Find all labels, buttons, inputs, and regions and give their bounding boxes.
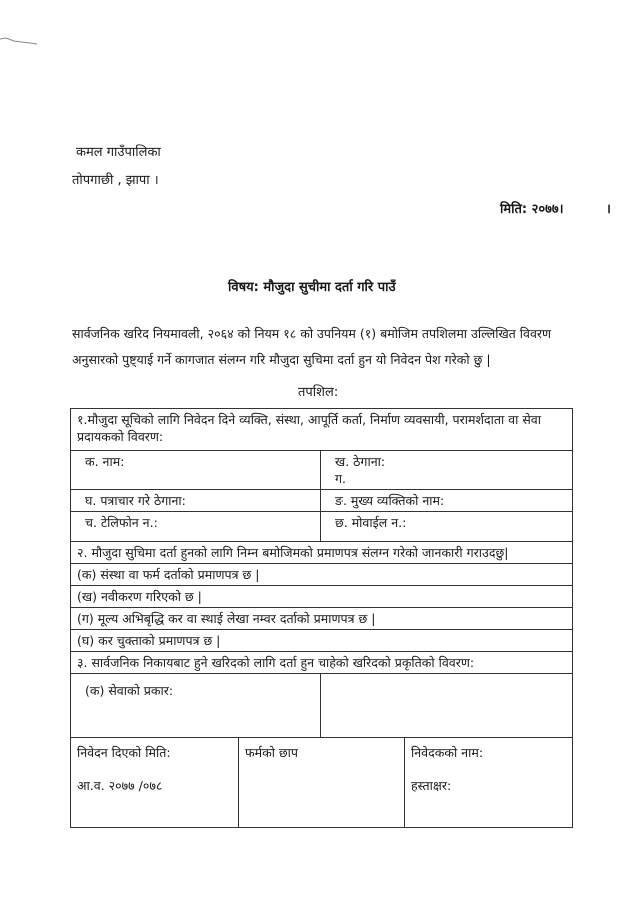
cert-item[interactable]: (घ) कर चुक्ताको प्रमाणपत्र छ | <box>71 630 573 652</box>
applicant-name-label: निवेदकको नाम: <box>411 745 484 760</box>
mailing-address-field[interactable] <box>71 490 321 512</box>
applicant-cell[interactable] <box>405 738 573 828</box>
address-label: ख. ठेगाना: <box>335 454 386 469</box>
firm-stamp-cell[interactable] <box>239 738 405 828</box>
firm-stamp-label: फर्मको छाप <box>245 745 299 760</box>
application-date-cell[interactable] <box>71 738 239 828</box>
body-line-1: सार्वजनिक खरिद नियमावली, २०६४ को नियम १८ को उपनियम (१) बमोजिम तपशिलमा उल्लिखित विवरण <box>72 326 552 341</box>
application-form-table <box>70 408 573 828</box>
subject-line: विषय: मौजुदा सुचीमा दर्ता गरि पाउँ <box>228 280 396 295</box>
service-type-label: (क) सेवाको प्रकार: <box>85 683 174 698</box>
scan-mark <box>0 36 38 46</box>
cert-item[interactable]: (क) संस्था वा फर्म दर्ताको प्रमाणपत्र छ | <box>71 564 573 586</box>
body-line-2: अनुसारको पुष्ट्याई गर्ने कागजात संलग्न गरि मौजुदा सुचिमा दर्ता हुन यो निवेदन पेश गरेको छु | <box>72 352 491 367</box>
date-label: मिति: २०७७। <box>500 202 564 217</box>
chief-person-field[interactable] <box>321 490 573 512</box>
mobile-field[interactable] <box>321 512 573 542</box>
chief-person-label: ङ. मुख्य व्यक्तिको नाम: <box>335 493 445 508</box>
section-1-title: १.मौजुदा सूचिको लागि निवेदन दिने व्यक्ति, संस्था, आपूर्ति कर्ता, निर्माण व्यवसायी, परामर्शदाता वा सेवा प्रदायकको विवरण: <box>71 409 573 451</box>
name-label: क. नाम: <box>85 454 125 469</box>
date-end-mark: । <box>606 202 611 217</box>
service-type-field[interactable] <box>71 674 321 738</box>
cert-item[interactable]: (ग) मूल्य अभिबृद्धि कर वा स्थाई लेखा नम्वर दर्ताको प्रमाणपत्र छ | <box>71 608 573 630</box>
fiscal-year-value: आ.व. २०७७ /०७८ <box>77 778 163 793</box>
address-field[interactable] <box>321 451 573 490</box>
mailing-address-label: घ. पत्राचार गरे ठेगाना: <box>85 493 186 508</box>
signature-label: हस्ताक्षर: <box>411 778 452 793</box>
address-ga-label: ग. <box>335 471 347 486</box>
section-2-title: २. मौजुदा सुचिमा दर्ता हुनको लागि निम्न बमोजिमको प्रमाणपत्र संलग्न गरेको जानकारी गराउदछु| <box>71 542 573 564</box>
phone-label: च. टेलिफोन न.: <box>85 515 158 530</box>
service-type-detail-cell[interactable] <box>321 674 573 738</box>
phone-field[interactable] <box>71 512 321 542</box>
mobile-label: छ. मोवाईल न.: <box>335 515 407 530</box>
cert-item[interactable]: (ख) नवीकरण गरिएको छ | <box>71 586 573 608</box>
recipient-address: तोपगाछी , झापा । <box>72 173 159 188</box>
tapsil-heading: तपशिल: <box>298 385 339 400</box>
application-date-label: निवेदन दिएको मिति: <box>77 745 171 760</box>
recipient-office: कमल गाउँपालिका <box>76 145 161 160</box>
section-3-title: ३. सार्वजनिक निकायबाट हुने खरिदको लागि दर्ता हुन चाहेको खरिदको प्रकृतिको विवरण: <box>71 652 573 674</box>
name-field[interactable] <box>71 451 321 490</box>
